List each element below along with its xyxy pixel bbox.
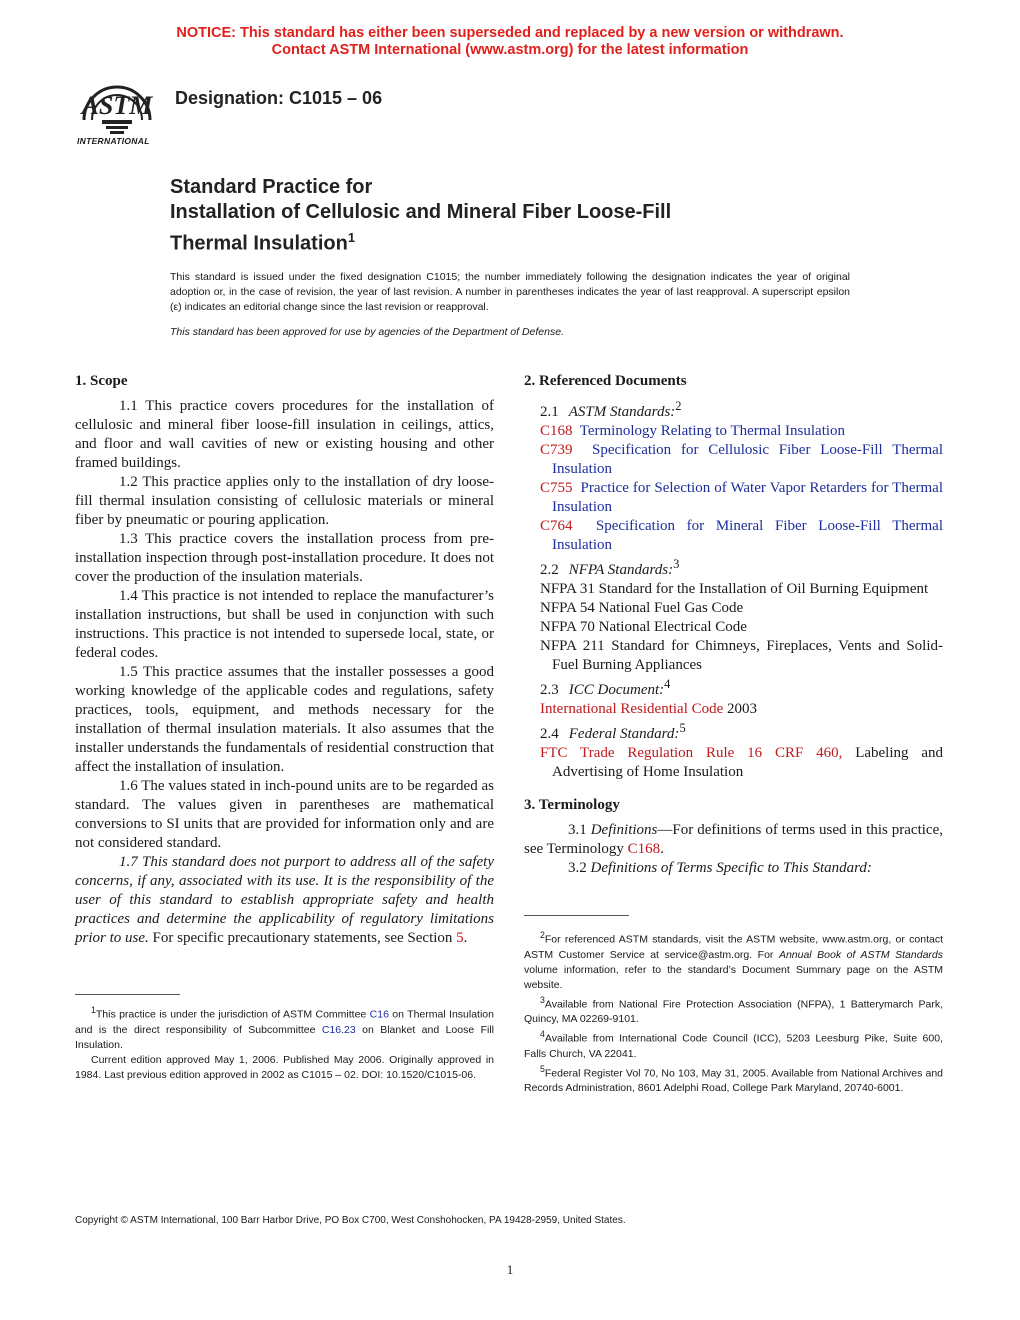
fn2-italic: Annual Book of ASTM Standards	[778, 948, 943, 961]
svg-text:ASTM: ASTM	[81, 91, 153, 120]
footnote-rule-right	[524, 915, 629, 916]
scope-1-5: 1.5 This practice assumes that the installer possesses a good working knowledge of the applicable codes and regulations, safety practices, tools, equipment, and methods necessary for the installation of thermal insulation materials. It also assumes that the installer understands the fundamentals of residential construction that affect the installation of insulation.	[75, 664, 494, 775]
footnote-2	[524, 928, 943, 993]
committee-c16-link[interactable]: C16	[369, 1008, 389, 1021]
scope-1-4: 1.4 This practice is not intended to replace the manufacturer’s installation instructions, but shall be used in conjunction with such instructions. This practice is not intended to supersede local, state, or federal codes.	[75, 588, 494, 661]
title-footnote-ref[interactable]: 1	[347, 230, 356, 245]
footnote-4	[524, 1027, 943, 1062]
ref-code-link[interactable]: C755	[540, 480, 573, 496]
term-3-2-italic: Definitions of Terms Specific to This Standard:	[590, 860, 872, 876]
astm-standards-footnote-ref[interactable]: 2	[675, 399, 682, 413]
term-3-1-italic: Definitions	[590, 822, 658, 838]
fn2-text-b: volume information, refer to the standard’s Document Summary page on the ASTM website.	[524, 963, 943, 991]
icc-item	[524, 700, 943, 719]
irc-year: 2003	[723, 701, 758, 717]
scope-1-7-end: .	[463, 930, 468, 946]
title-line-1: Standard Practice for	[170, 176, 373, 198]
ref-code-link[interactable]: C764	[540, 518, 573, 534]
term-3-2-number: 3.2	[568, 860, 591, 876]
ref-title-link[interactable]: Terminology Relating to Thermal Insulation	[579, 423, 846, 439]
document-title	[170, 175, 671, 257]
scope-1-2: 1.2 This practice applies only to the installation of dry loose-fill thermal insulation consisting of cellulosic materials or mineral fiber by pneumatic or pouring application.	[75, 474, 494, 528]
fn1-text-a: This practice is under the jurisdiction of ASTM Committee	[95, 1008, 370, 1021]
copyright-line: Copyright © ASTM International, 100 Barr Harbor Drive, PO Box C700, West Conshohocken, PA 19428-2959, United States.	[75, 1215, 626, 1226]
fn5-marker: 5	[540, 1063, 545, 1074]
ref-title-link[interactable]: Practice for Selection of Water Vapor Retarders for Thermal Insulation	[552, 480, 943, 515]
term-3-1-text: —For definitions of terms used in this practice, see Terminology	[524, 822, 943, 857]
refdocs-heading: 2. Referenced Documents	[524, 373, 687, 389]
fn2-text-a: For referenced ASTM standards, visit the ASTM website, www.astm.org, or contact ASTM Customer Service at service@astm.org. For	[524, 933, 943, 961]
ref-item-c739	[524, 441, 943, 479]
nfpa-standards-number: 2.2	[540, 562, 559, 578]
c168-link[interactable]: C168	[627, 841, 661, 857]
ref-title-link[interactable]: Specification for Mineral Fiber Loose-Fill Thermal Insulation	[552, 518, 944, 553]
federal-standard-heading	[524, 719, 943, 744]
right-column	[524, 372, 943, 878]
nfpa-item: NFPA 70 National Electrical Code	[540, 619, 747, 635]
icc-document-number: 2.3	[540, 682, 559, 698]
nfpa-item: NFPA 211 Standard for Chimneys, Fireplaces, Vents and Solid-Fuel Burning Appliances	[540, 638, 943, 673]
icc-document-title: ICC Document:	[568, 682, 665, 698]
fn3-text: Available from National Fire Protection Association (NFPA), 1 Batterymarch Park, Quincy, MA 02269-9101.	[524, 998, 943, 1025]
scope-1-7	[75, 853, 494, 948]
fn4-text: Available from International Code Council (ICC), 5203 Leesburg Pike, Suite 600, Falls Church, VA 22041.	[524, 1032, 943, 1060]
logo-wordmark: INTERNATIONAL	[77, 136, 150, 146]
scope-1-3: 1.3 This practice covers the installation process from pre-installation inspection through post-installation procedure. It does not cover the production of the insulation materials.	[75, 531, 494, 585]
terminology-3-2	[524, 859, 943, 878]
footnote-rule-left	[75, 994, 180, 995]
ref-item-c168	[524, 422, 943, 441]
page-number: 1	[506, 1262, 514, 1277]
icc-document-heading	[524, 675, 943, 700]
supersession-notice	[0, 25, 1020, 59]
left-column	[75, 372, 494, 948]
fn1-marker: 1	[91, 1005, 96, 1015]
title-line-2: Installation of Cellulosic and Mineral Fiber Loose-Fill	[170, 201, 672, 223]
ftc-rule-title: Labeling and Advertising of Home Insulation	[552, 745, 943, 780]
federal-item	[524, 744, 943, 782]
ref-title-link[interactable]: Specification for Cellulosic Fiber Loose-Fill Thermal Insulation	[552, 442, 944, 477]
icc-document-footnote-ref[interactable]: 4	[664, 677, 671, 691]
fn2-marker: 2	[540, 930, 545, 940]
footnote-5	[524, 1062, 943, 1097]
ref-item-c755	[524, 479, 943, 517]
term-3-1-end: .	[660, 841, 664, 857]
subcommittee-c16-23-link[interactable]: C16.23	[321, 1023, 356, 1036]
ref-code-link[interactable]: C739	[540, 442, 573, 458]
ref-item-c764	[524, 517, 943, 555]
astm-standards-number: 2.1	[540, 404, 559, 420]
astm-logo	[72, 72, 162, 150]
astm-standards-title: ASTM Standards:	[568, 404, 676, 420]
astm-standards-heading	[524, 397, 943, 422]
nfpa-standards-title: NFPA Standards:	[568, 562, 674, 578]
terminology-heading: 3. Terminology	[524, 797, 620, 813]
section-5-link[interactable]: 5	[456, 930, 464, 946]
footnote-1	[75, 1003, 494, 1053]
nfpa-item: NFPA 31 Standard for the Installation of Oil Burning Equipment	[540, 581, 929, 597]
ftc-rule-link[interactable]: FTC Trade Regulation Rule 16 CRF 460,	[540, 745, 843, 761]
nfpa-standards-footnote-ref[interactable]: 3	[673, 557, 680, 571]
dod-approval-note: This standard has been approved for use by agencies of the Department of Defense.	[170, 326, 564, 338]
scope-heading: 1. Scope	[75, 373, 128, 389]
fn5-text: Federal Register Vol 70, No 103, May 31, 2005. Available from National Archives and Records Administration, 8601 Adelphi Road, College Park Maryland, 20740-6001.	[524, 1067, 943, 1094]
notice-line-1: NOTICE: This standard has either been superseded and replaced by a new version or withdrawn.	[176, 25, 844, 41]
footnotes-left	[75, 1003, 494, 1083]
fn4-marker: 4	[540, 1029, 545, 1039]
scope-1-7-rest: For specific precautionary statements, see Section	[148, 930, 457, 946]
designation: Designation: C1015 – 06	[175, 88, 383, 108]
scope-1-6: 1.6 The values stated in inch-pound units are to be regarded as standard. The values given in parentheses are mathematical conversions to SI units that are provided for information only and are not considered standard.	[75, 778, 494, 851]
fn1-text-c: on Blanket and Loose Fill Insulation.	[75, 1023, 495, 1051]
federal-standard-title: Federal Standard:	[568, 726, 680, 742]
title-line-3-text: Thermal Insulation	[170, 232, 348, 255]
footnote-3	[524, 993, 943, 1028]
terminology-3-1	[524, 821, 943, 859]
nfpa-item: NFPA 54 National Fuel Gas Code	[540, 600, 744, 616]
footnotes-right	[524, 928, 943, 1096]
nfpa-standards-heading	[524, 555, 943, 580]
scope-1-7-italic: 1.7 This standard does not purport to address all of the safety concerns, if any, associated with its use. It is the responsibility of the user of this standard to establish appropriate safety and health practices and determine the applicability of regulatory limitations prior to use.	[75, 854, 494, 946]
fn3-marker: 3	[540, 994, 545, 1005]
term-3-1-number: 3.1	[568, 822, 591, 838]
fn1-text-b: on Thermal Insulation and is the direct responsibility of Subcommittee	[75, 1008, 494, 1036]
federal-standard-number: 2.4	[540, 726, 559, 742]
notice-line-2: Contact ASTM International (www.astm.org) for the latest information	[271, 42, 749, 58]
irc-link[interactable]: International Residential Code	[540, 701, 724, 717]
ref-code-link[interactable]: C168	[540, 423, 573, 439]
title-line-3	[170, 225, 671, 257]
federal-standard-footnote-ref[interactable]: 5	[679, 721, 686, 735]
scope-1-1: 1.1 This practice covers procedures for the installation of cellulosic and mineral fiber loose-fill insulation in ceilings, attics, and floor and wall cavities of new or existing housing and other framed buildings.	[75, 398, 494, 471]
footnote-1-edition: Current edition approved May 1, 2006. Published May 2006. Originally approved in 1984. Last previous edition approved in 2002 as C1015 – 02. DOI: 10.1520/C1015-06.	[75, 1053, 494, 1081]
preamble: This standard is issued under the fixed designation C1015; the number immediately following the designation indicates the year of original adoption or, in the case of revision, the year of last revision. A number in parentheses indicates the year of last reapproval. A superscript epsilon (ε) indicates an editorial change since the last revision or reapproval.	[170, 271, 850, 313]
